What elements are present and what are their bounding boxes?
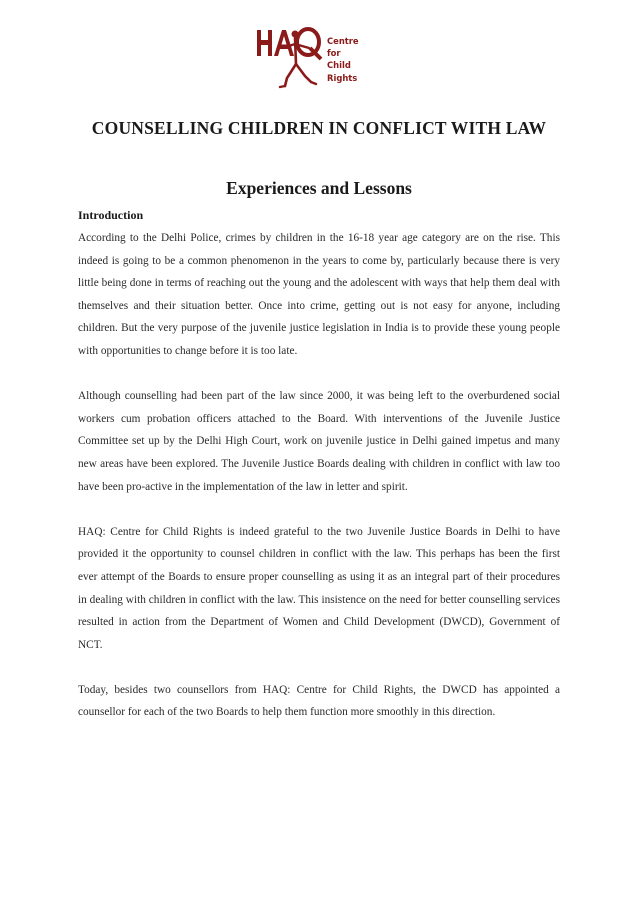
section-heading-introduction: Introduction xyxy=(78,208,144,222)
paragraph: Today, besides two counsellors from HAQ: Centre for Child Rights, the DWCD has appointed a counsellor for each of the two Boards to help them function more smoothly in this direction. xyxy=(78,683,560,719)
document-title: COUNSELLING CHILDREN IN CONFLICT WITH LAW xyxy=(91,118,547,138)
paragraph: HAQ: Centre for Child Rights is indeed grateful to the two Juvenile Justice Boards in Delhi to have provided it the opportunity to counsel children in conflict with the law. This perhaps has been the first ever attempt of the Boards to ensure proper counselling as using it as an integral part of their procedures in dealing with children in conflict with the law. This insistence on the need for better counselling services resulted in action from the Department of Women and Child Development (DWCD), Government of NCT. xyxy=(78,525,560,651)
document-subtitle: Experiences and Lessons xyxy=(226,178,412,198)
paragraph: According to the Delhi Police, crimes by children in the 16-18 year age category are on the rise. This indeed is going to be a common phenomenon in the years to come by, particularly because there is very little being done in terms of reaching out the young and the adolescent with ways that help them deal with themselves and their situation better. Once into crime, getting out is not easy for anyone, including children. But the very purpose of the juvenile justice legislation in India is to provide these young people with opportunities to change before it is too late. xyxy=(78,232,560,357)
document-body xyxy=(78,205,560,747)
logo-tagline: Centre for Child Rights xyxy=(327,36,359,83)
haq-logo xyxy=(255,26,365,92)
paragraph: Although counselling had been part of the law since 2000, it was being left to the overburdened social workers cum probation officers attached to the Board. With interventions of the Juvenile Justice Committee set up by the Delhi High Court, work on juvenile justice in Delhi gained impetus and many new areas have been explored. The Juvenile Justice Boards dealing with children in conflict with law too have been pro-active in the implementation of the law in letter and spirit. xyxy=(78,390,560,493)
